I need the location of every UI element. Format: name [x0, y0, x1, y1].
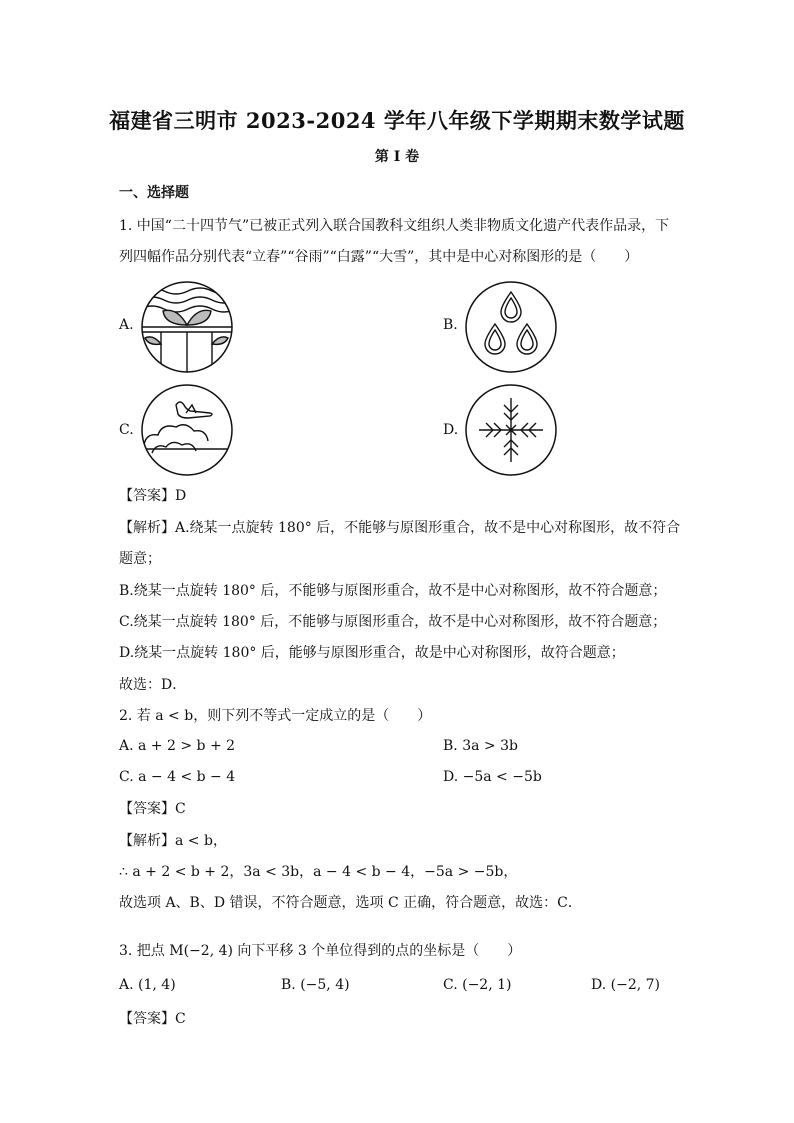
q3-option-a: A. (1, 4)	[119, 977, 176, 993]
q3-stem: 3. 把点 M(−2, 4) 向下平移 3 个单位得到的点的坐标是（ ）	[119, 943, 522, 959]
q1-option-c-label: C.	[119, 422, 134, 438]
q1-conclusion: 故选：D．	[119, 677, 187, 693]
q3-option-c: C. (−2, 1)	[443, 977, 512, 993]
q1-stem-line2: 列四幅作品分别代表“立春”“谷雨”“白露”“大雪”，其中是中心对称图形的是（ ）	[119, 249, 639, 265]
q2-option-b: B. 3a > 3b	[443, 738, 518, 754]
q2-stem: 2. 若 a < b，则下列不等式一定成立的是（ ）	[119, 708, 432, 724]
q1-option-a-label: A.	[119, 317, 134, 333]
q2-answer: 【答案】C	[119, 801, 186, 817]
section-heading: 一、选择题	[119, 185, 189, 201]
page-title: 福建省三明市 2023-2024 学年八年级下学期期末数学试题	[109, 108, 685, 133]
q1-stem-line1: 1. 中国“二十四节气”已被正式列入联合国教科文组织人类非物质文化遗产代表作品录，下	[119, 218, 670, 234]
guyu-figure	[464, 280, 558, 374]
q2-option-d: D. −5a < −5b	[443, 769, 542, 785]
q3-answer: 【答案】C	[119, 1011, 186, 1027]
q1-analysis-line3: B.绕某一点旋转 180° 后，不能够与原图形重合，故不是中心对称图形，故不符合题意；	[119, 583, 667, 599]
q1-analysis-line1: 【解析】A.绕某一点旋转 180° 后，不能够与原图形重合，故不是中心对称图形，故不符合	[119, 520, 681, 536]
daxue-figure	[464, 383, 558, 477]
q2-option-a: A. a + 2 > b + 2	[119, 738, 236, 754]
page-subtitle: 第 I 卷	[374, 149, 420, 165]
q3-option-d: D. (−2, 7)	[591, 977, 660, 993]
q1-option-b-label: B.	[443, 317, 458, 333]
q1-analysis-line2: 题意；	[119, 551, 161, 567]
lichun-figure	[140, 280, 234, 374]
q2-analysis-line3: 故选项 A、B、D 错误，不符合题意，选项 C 正确，符合题意，故选：C．	[119, 895, 582, 911]
q1-analysis-line5: D.绕某一点旋转 180° 后，能够与原图形重合，故是中心对称图形，故符合题意；	[119, 645, 625, 661]
q2-analysis-line1: 【解析】a < b，	[119, 833, 227, 849]
q3-option-b: B. (−5, 4)	[281, 977, 350, 993]
bailu-figure	[140, 383, 234, 477]
q2-option-c: C. a − 4 < b − 4	[119, 769, 236, 785]
q1-option-d-label: D.	[443, 422, 459, 438]
q2-analysis-line2: ∴ a + 2 < b + 2，3a < 3b，a − 4 < b − 4，−5a > −5b，	[119, 864, 518, 880]
q1-answer: 【答案】D	[119, 488, 187, 504]
q1-analysis-line4: C.绕某一点旋转 180° 后，不能够与原图形重合，故不是中心对称图形，故不符合题意；	[119, 614, 667, 630]
